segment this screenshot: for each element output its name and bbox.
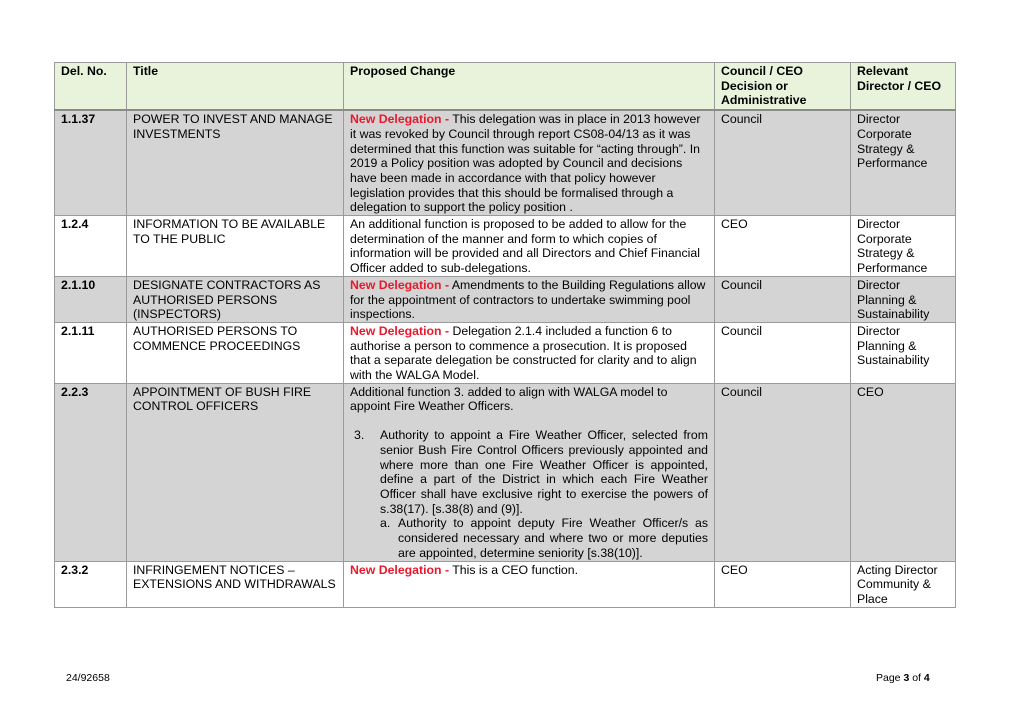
change-text: Additional function 3. added to align with WALGA model to appoint Fire Weather Officers. bbox=[350, 384, 668, 414]
subitem-text: Authority to appoint deputy Fire Weather Officer/s as considered necessary and where two or more deputies are appointed, determine seniority [s.38(10)]. bbox=[398, 516, 708, 560]
change-text: This delegation was in place in 2013 however it was revoked by Council through report CS08-04/13 as it was determined that this function was suitable for “acting through”. In 2019 a Policy position was adopted by Council and decisions have been made in accordance with that policy however legislation provides that this should be formalised through a delegation to support the policy position . bbox=[350, 112, 701, 215]
header-title: Title bbox=[127, 63, 344, 111]
decision-cell: CEO bbox=[715, 216, 851, 277]
page-label: Page bbox=[876, 672, 904, 684]
del-no-cell: 2.2.3 bbox=[55, 383, 127, 561]
header-director: Relevant Director / CEO bbox=[851, 63, 956, 111]
table-row bbox=[55, 110, 956, 215]
title-cell: POWER TO INVEST AND MANAGE INVESTMENTS bbox=[127, 110, 344, 215]
director-cell: Director Planning & Sustainability bbox=[851, 322, 956, 383]
table-row bbox=[55, 322, 956, 383]
proposed-change-cell bbox=[344, 561, 715, 607]
item-text: Authority to appoint a Fire Weather Officer, selected from senior Bush Fire Control Officers previously appointed and where more than one Fire Weather Officer is appointed, define a part of the District in which each Fire Weather Officer shall have exclusive right to exercise the powers of s.38(17). [s.38(8) and (9)]. bbox=[380, 428, 708, 516]
proposed-change-cell bbox=[344, 383, 715, 561]
director-cell: Director Corporate Strategy & Performance bbox=[851, 110, 956, 215]
proposed-change-cell bbox=[344, 110, 715, 215]
item-number: 3. bbox=[354, 428, 365, 443]
page-number bbox=[876, 672, 930, 684]
director-cell: Director Planning & Sustainability bbox=[851, 276, 956, 322]
numbered-item bbox=[350, 428, 708, 516]
change-text: This is a CEO function. bbox=[449, 562, 579, 577]
decision-cell: Council bbox=[715, 276, 851, 322]
decision-cell: CEO bbox=[715, 561, 851, 607]
title-cell: INFORMATION TO BE AVAILABLE TO THE PUBLIC bbox=[127, 216, 344, 277]
del-no-cell: 2.3.2 bbox=[55, 561, 127, 607]
decision-cell: Council bbox=[715, 322, 851, 383]
table-row bbox=[55, 561, 956, 607]
title-cell: DESIGNATE CONTRACTORS AS AUTHORISED PERSONS (INSPECTORS) bbox=[127, 276, 344, 322]
subitem-letter: a. bbox=[380, 516, 391, 531]
page-of: of bbox=[909, 672, 924, 684]
change-text: Amendments to the Building Regulations allow for the appointment of contractors to undertake swimming pool inspections. bbox=[350, 277, 706, 322]
director-cell: Director Corporate Strategy & Performance bbox=[851, 216, 956, 277]
title-cell: AUTHORISED PERSONS TO COMMENCE PROCEEDINGS bbox=[127, 322, 344, 383]
table-row bbox=[55, 383, 956, 561]
header-decision: Council / CEO Decision or Administrative bbox=[715, 63, 851, 111]
lettered-subitem bbox=[350, 516, 708, 560]
table-header-row bbox=[55, 63, 956, 111]
new-delegation-label: New Delegation - bbox=[350, 562, 450, 577]
del-no-cell: 1.1.37 bbox=[55, 110, 127, 215]
table-row bbox=[55, 216, 956, 277]
page-total: 4 bbox=[923, 672, 930, 684]
del-no-cell: 1.2.4 bbox=[55, 216, 127, 277]
decision-cell: Council bbox=[715, 383, 851, 561]
delegations-table bbox=[54, 62, 956, 608]
title-cell: INFRINGEMENT NOTICES – EXTENSIONS AND WITHDRAWALS bbox=[127, 561, 344, 607]
del-no-cell: 2.1.11 bbox=[55, 322, 127, 383]
page-current: 3 bbox=[903, 672, 910, 684]
table-row bbox=[55, 276, 956, 322]
director-cell: CEO bbox=[851, 383, 956, 561]
title-cell: APPOINTMENT OF BUSH FIRE CONTROL OFFICERS bbox=[127, 383, 344, 561]
proposed-change-cell bbox=[344, 322, 715, 383]
new-delegation-label: New Delegation - bbox=[350, 112, 450, 127]
director-cell: Acting Director Community & Place bbox=[851, 561, 956, 607]
change-text: An additional function is proposed to be added to allow for the determination of the manner and form to which copies of information will be provided and all Directors and Chief Financial Officer added to sub-delegations. bbox=[350, 217, 700, 276]
header-del-no: Del. No. bbox=[55, 63, 127, 111]
change-text: Delegation 2.1.4 included a function 6 to authorise a person to commence a prosecution. It is proposed that a separate delegation be constructed for clarity and to align with the WALGA Model. bbox=[350, 323, 697, 383]
proposed-change-cell bbox=[344, 216, 715, 277]
del-no-cell: 2.1.10 bbox=[55, 276, 127, 322]
new-delegation-label: New Delegation - bbox=[350, 323, 450, 338]
document-reference: 24/92658 bbox=[66, 672, 110, 684]
header-proposed-change: Proposed Change bbox=[344, 63, 715, 111]
proposed-change-cell bbox=[344, 276, 715, 322]
decision-cell: Council bbox=[715, 110, 851, 215]
new-delegation-label: New Delegation - bbox=[350, 277, 450, 292]
